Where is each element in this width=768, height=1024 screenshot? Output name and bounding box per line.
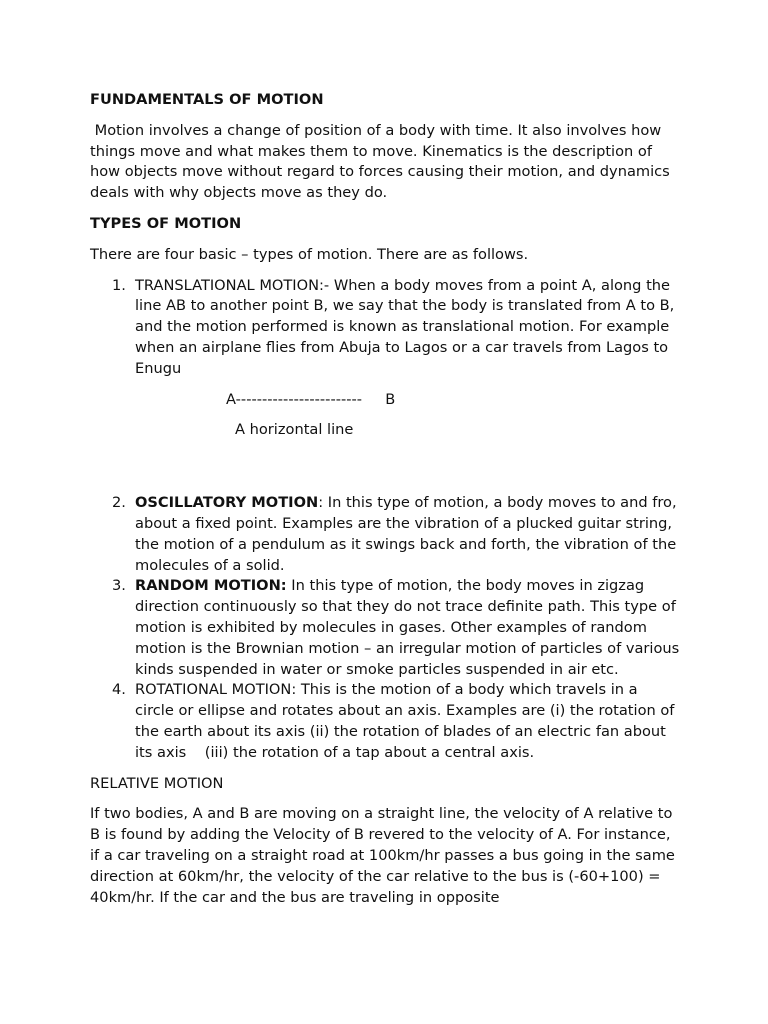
types-heading: TYPES OF MOTION (90, 214, 242, 232)
intro-paragraph: Motion involves a change of position of a body with time. It also involves how things move and what makes them to move. Kinematics is the description of how objects move without regard to forces causing their motion, and dynamics deals with why objects move as they do. (90, 121, 675, 202)
relative-motion-heading: RELATIVE MOTION (90, 774, 224, 792)
diagram-line-ab: A------------------------ B (226, 390, 396, 408)
list-item-rotational (90, 680, 680, 763)
types-intro: There are four basic – types of motion. There are as follows. (90, 245, 529, 263)
list-number: 2. (112, 494, 126, 512)
list-item-text: TRANSLATIONAL MOTION:- When a body moves from a point A, along the line AB to another point B, we say that the body is translated from A to B, and the motion performed is known as translational motion. For example when an airplane flies from Abuja to Lagos or a car travels from Lagos to Enugu (135, 276, 675, 377)
list-item-text: : In this type of motion, a body moves to and fro, about a fixed point. Examples are the vibration of a plucked guitar string, the motion of a pendulum as it swings back and forth, the vibration of the molecules of a solid. (135, 494, 677, 574)
list-item-bold-label: RANDOM MOTION: (135, 577, 287, 595)
list-number: 4. (112, 681, 126, 699)
translation-diagram (90, 390, 680, 442)
list-number: 1. (112, 276, 126, 294)
list-item-translational (90, 276, 680, 380)
document-title: FUNDAMENTALS OF MOTION (90, 91, 324, 108)
list-item-bold-label: OSCILLATORY MOTION (135, 494, 319, 512)
list-item-text: In this type of motion, the body moves in zigzag direction continuously so that they do not trace definite path. This type of motion is exhibited by molecules in gases. Other examples of random motion is the Brownian motion – an irregular motion of particles of various kinds suspended in water or smoke particles suspended in air etc. (135, 577, 684, 678)
list-item-text: ROTATIONAL MOTION: This is the motion of a body which travels in a circle or ellipse and rotates about an axis. Examples are (i) the rotation of the earth about its axis (ii) the rotation of blades of an electric fan about its axis (iii) the rotation of a tap about a central axis. (135, 681, 680, 761)
list-item-oscillatory (90, 493, 680, 576)
list-item-random (90, 576, 684, 680)
relative-motion-paragraph: If two bodies, A and B are moving on a straight line, the velocity of A relative to B is found by adding the Velocity of B revered to the velocity of A. For instance, if a car traveling on a straight road at 100km/hr passes a bus going in the same direction at 60km/hr, the velocity of the car relative to the bus is (-60+100) = 40km/hr. If the car and the bus are traveling in opposite (90, 805, 675, 906)
list-number: 3. (112, 577, 126, 595)
document-page (90, 90, 684, 918)
diagram-caption: A horizontal line (235, 421, 354, 439)
